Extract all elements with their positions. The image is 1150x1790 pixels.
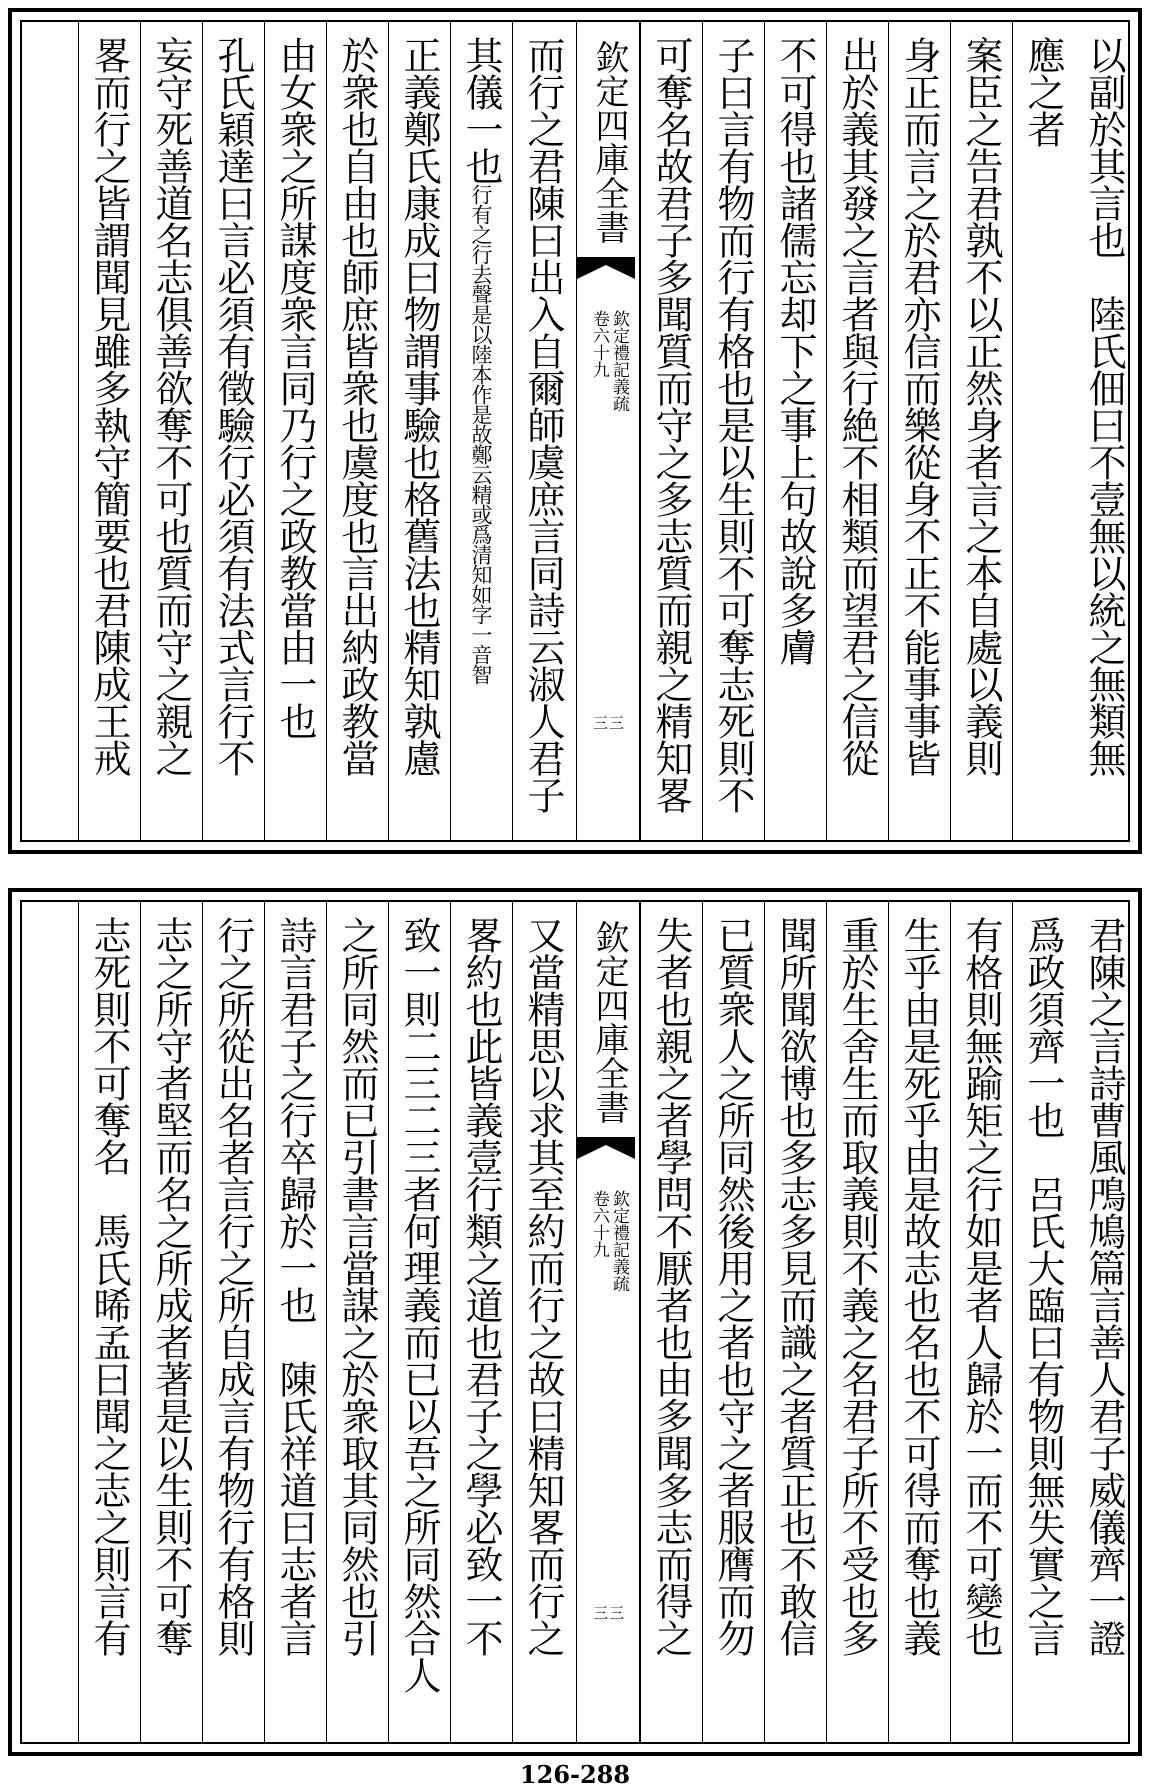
text-column [764, 22, 824, 840]
column-text: 爲政須齊一也 呂氏大臨曰有物則無失實之言 [1021, 916, 1065, 1656]
text-column [950, 22, 1010, 840]
column-text: 而行之君陳曰出入自爾師虞庶言同詩云淑人君子 [521, 36, 565, 813]
text-column [640, 22, 700, 840]
text-column [264, 902, 324, 1742]
center-header-column [576, 22, 640, 840]
text-column-with-note [450, 22, 510, 840]
column-text: 重於生舍生而取義則不義之名君子所不受也多 [835, 916, 879, 1656]
text-column [326, 902, 386, 1742]
column-text: 身正而言之於君亦信而樂從身不正不能事事皆 [897, 36, 941, 776]
text-column [512, 902, 572, 1742]
book-title: 欽定四庫全書 [589, 920, 629, 1124]
column-text: 志之所守者堅而名之所成者著是以生則不可奪 [149, 916, 193, 1656]
book-title: 欽定四庫全書 [589, 40, 629, 244]
column-text: 失者也親之者學問不厭者也由多聞多志而得之 [649, 916, 693, 1656]
text-column [764, 902, 824, 1742]
text-column [640, 902, 700, 1742]
text-column [888, 902, 948, 1742]
bottom-page [8, 888, 1142, 1756]
column-text: 志死則不可奪名 馬氏晞孟曰聞之志之則言有 [87, 916, 131, 1656]
column-text: 以副於其言也 陸氏佃曰不壹無以統之無類無 [1082, 36, 1126, 776]
text-column [140, 22, 200, 840]
column-text: 出於義其發之言者與行絶不相類而望君之信從 [835, 36, 879, 776]
column-text: 生乎由是死乎由是故志也名也不可得而奪也義 [897, 916, 941, 1656]
column-text: 畧約也此皆義壹行類之道也君子之學必致一不 [459, 916, 503, 1656]
column-text: 正義鄭氏康成曰物謂事驗也格舊法也精知孰慮 [397, 36, 441, 776]
column-text: 聞所聞欲博也多志多見而識之者質正也不敢信 [773, 916, 817, 1656]
column-text: 其儀一也行有之行去聲是以陸本作是故鄭云精或爲清知如字一音智 [459, 36, 503, 684]
note-line: 鄭云精或爲清知如字一音智 [469, 444, 493, 684]
column-text: 子曰言有物而行有格也是以生則不可奪志死則不 [711, 36, 755, 813]
folio-number: 三三 [593, 714, 626, 732]
text-column [78, 22, 138, 840]
column-text: 已質衆人之所同然後用之者也守之者服膺而勿 [711, 916, 755, 1656]
column-text: 行之所從出名者言行之所自成言有物行有格則 [211, 916, 255, 1656]
text-column [950, 902, 1010, 1742]
text-column [702, 22, 762, 840]
text-column [826, 22, 886, 840]
text-column [202, 22, 262, 840]
volume-title: 欽定禮記義疏 [609, 1190, 629, 1292]
text-column [826, 902, 886, 1742]
column-text: 不可得也諸儒忘却下之事上句故說多膚 [773, 36, 817, 665]
text-column [512, 22, 572, 840]
chapter-label: 卷六十九 [589, 1190, 609, 1258]
text-column [202, 902, 262, 1742]
column-text: 可奪名故君子多聞質而守之多志質而親之精知畧 [649, 36, 693, 813]
text-column [1074, 22, 1134, 840]
folio-number: 三三 [593, 1604, 626, 1622]
text-column [888, 22, 948, 840]
text-column [140, 902, 200, 1742]
bottom-page-frame [20, 900, 1130, 1744]
text-column [1074, 902, 1134, 1742]
column-text: 之所同然而已引書言當謀之於衆取其同然也引 [335, 916, 379, 1656]
column-text: 案臣之告君孰不以正然身者言之本自處以義則 [959, 36, 1003, 776]
column-text: 應之者 [1021, 36, 1065, 147]
page-number: 126-288 [519, 1760, 631, 1789]
top-page-frame [20, 20, 1130, 842]
column-text: 詩言君子之行卒歸於一也 陳氏祥道曰志者言 [273, 916, 317, 1656]
column-text: 於衆也自由也師庶皆衆也虞度也言出納政教當 [335, 36, 379, 776]
fish-tail-mark [577, 1137, 635, 1159]
top-page [8, 8, 1142, 854]
chapter-label: 卷六十九 [589, 310, 609, 378]
column-text: 妄守死善道名志俱善欲奪不可也質而守之親之 [149, 36, 193, 776]
text-column [388, 22, 448, 840]
text-column [78, 902, 138, 1742]
center-header-column [576, 902, 640, 1742]
volume-title: 欽定禮記義疏 [609, 310, 629, 412]
note-line: 行有之行去聲是以陸本作是故 [469, 184, 493, 444]
text-column [450, 902, 510, 1742]
column-text: 又當精思以求其至約而行之故曰精知畧而行之 [521, 916, 565, 1656]
text-column [264, 22, 324, 840]
column-text: 畧而行之皆謂聞見雖多執守簡要也君陳成王戒 [87, 36, 131, 776]
fish-tail-mark [577, 257, 635, 279]
column-text: 由女衆之所謀度衆言同乃行之政教當由一也 [273, 36, 317, 739]
text-column [326, 22, 386, 840]
column-text: 孔氏穎達曰言必須有徵驗行必須有法式言行不 [211, 36, 255, 776]
text-column [1012, 22, 1072, 840]
column-text: 致一則二三二三者何理義而已以吾之所同然合人 [397, 916, 441, 1693]
text-column [702, 902, 762, 1742]
text-column [1012, 902, 1072, 1742]
column-text: 君陳之言詩曹風鳲鳩篇言善人君子威儀齊一證 [1082, 916, 1126, 1656]
column-text: 有格則無踰矩之行如是者人歸於一而不可變也 [959, 916, 1003, 1656]
text-column [388, 902, 448, 1742]
